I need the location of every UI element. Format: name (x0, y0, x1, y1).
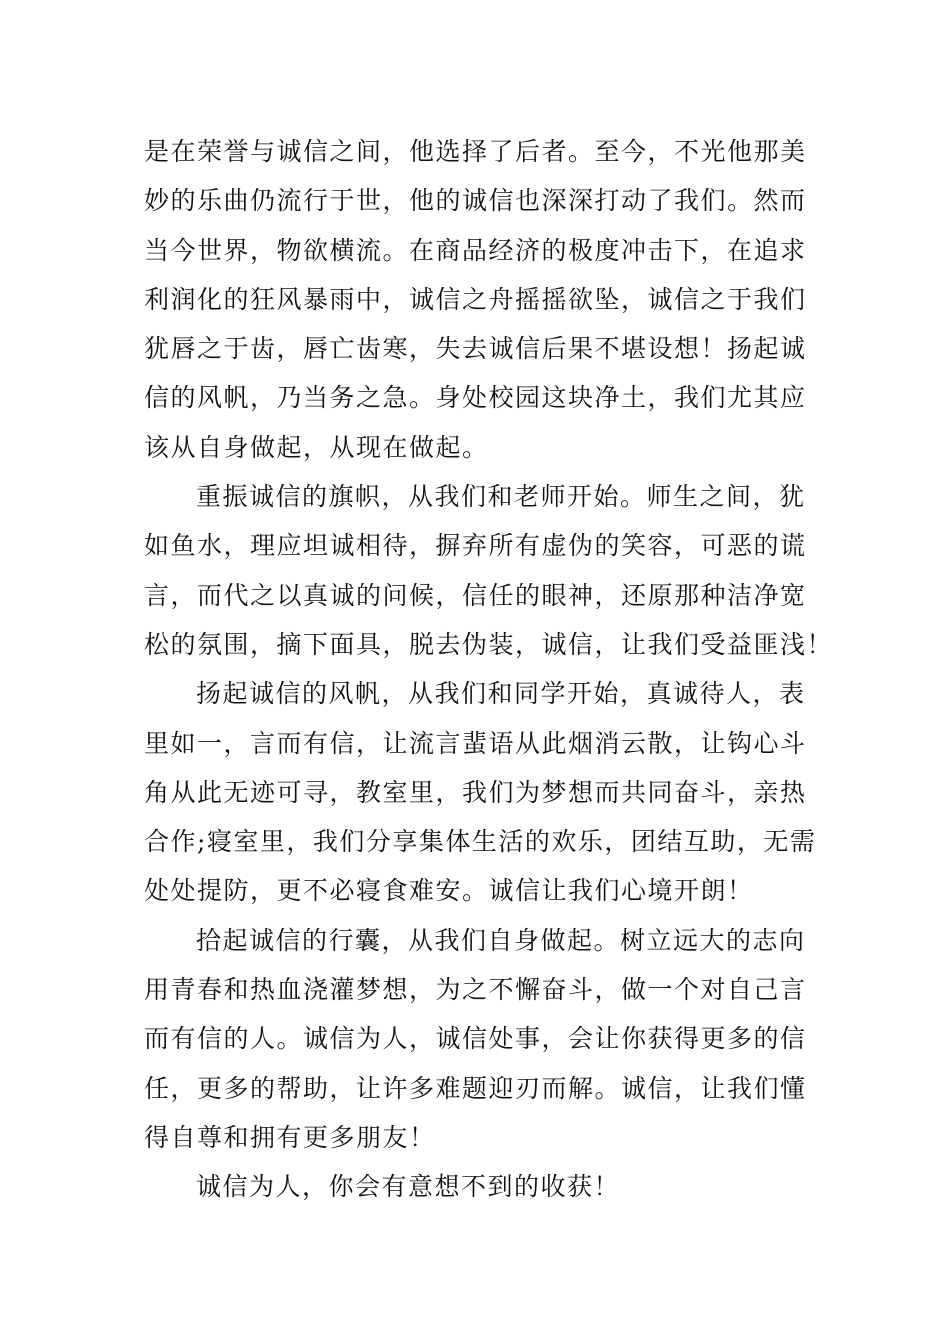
text-line: 如鱼水，理应坦诚相待，摒弃所有虚伪的笑容，可恶的谎 (144, 531, 807, 561)
text-line: 角从此无迹可寻，教室里，我们为梦想而共同奋斗，亲热 (144, 777, 807, 807)
paragraph-start-line: 拾起诚信的行囊，从我们自身做起。树立远大的志向 (196, 925, 806, 955)
text-line: 妙的乐曲仍流行于世，他的诚信也深深打动了我们。然而 (144, 186, 807, 216)
text-line: 而有信的人。诚信为人，诚信处事，会让你获得更多的信 (144, 1024, 807, 1054)
text-line: 里如一，言而有信，让流言蜚语从此烟消云散，让钩心斗 (144, 728, 807, 758)
paragraph-start-line: 重振诚信的旗帜，从我们和老师开始。师生之间，犹 (196, 482, 806, 512)
essay-body (144, 127, 834, 1212)
text-line: 合作;寝室里，我们分享集体生活的欢乐，团结互助，无需 (144, 827, 817, 857)
text-line: 当今世界，物欲横流。在商品经济的极度冲击下，在追求 (144, 235, 807, 265)
text-line: 言，而代之以真诚的问候，信任的眼神，还原那种洁净宽 (144, 580, 807, 610)
text-line: 用青春和热血浇灌梦想，为之不懈奋斗，做一个对自己言 (144, 975, 807, 1005)
text-line: 处处提防，更不必寝食难安。诚信让我们心境开朗！ (144, 876, 754, 906)
text-line: 犹唇之于齿，唇亡齿寒，失去诚信后果不堪设想！扬起诚 (144, 334, 807, 364)
text-line: 信的风帆，乃当务之急。身处校园这块净土，我们尤其应 (144, 383, 807, 413)
text-line: 得自尊和拥有更多朋友！ (144, 1122, 436, 1152)
text-line: 是在荣誉与诚信之间，他选择了后者。至今，不光他那美 (144, 137, 807, 166)
text-line: 松的氛围，摘下面具，脱去伪装，诚信，让我们受益匪浅！ (144, 629, 834, 659)
text-line: 利润化的狂风暴雨中，诚信之舟摇摇欲坠，诚信之于我们 (144, 284, 807, 314)
paragraph-start-line: 诚信为人，你会有意想不到的收获！ (196, 1172, 621, 1202)
text-line: 任，更多的帮助，让许多难题迎刃而解。诚信，让我们懂 (144, 1073, 807, 1103)
text-line: 该从自身做起，从现在做起。 (144, 432, 489, 462)
paragraph-start-line: 扬起诚信的风帆，从我们和同学开始，真诚待人，表 (196, 679, 806, 709)
